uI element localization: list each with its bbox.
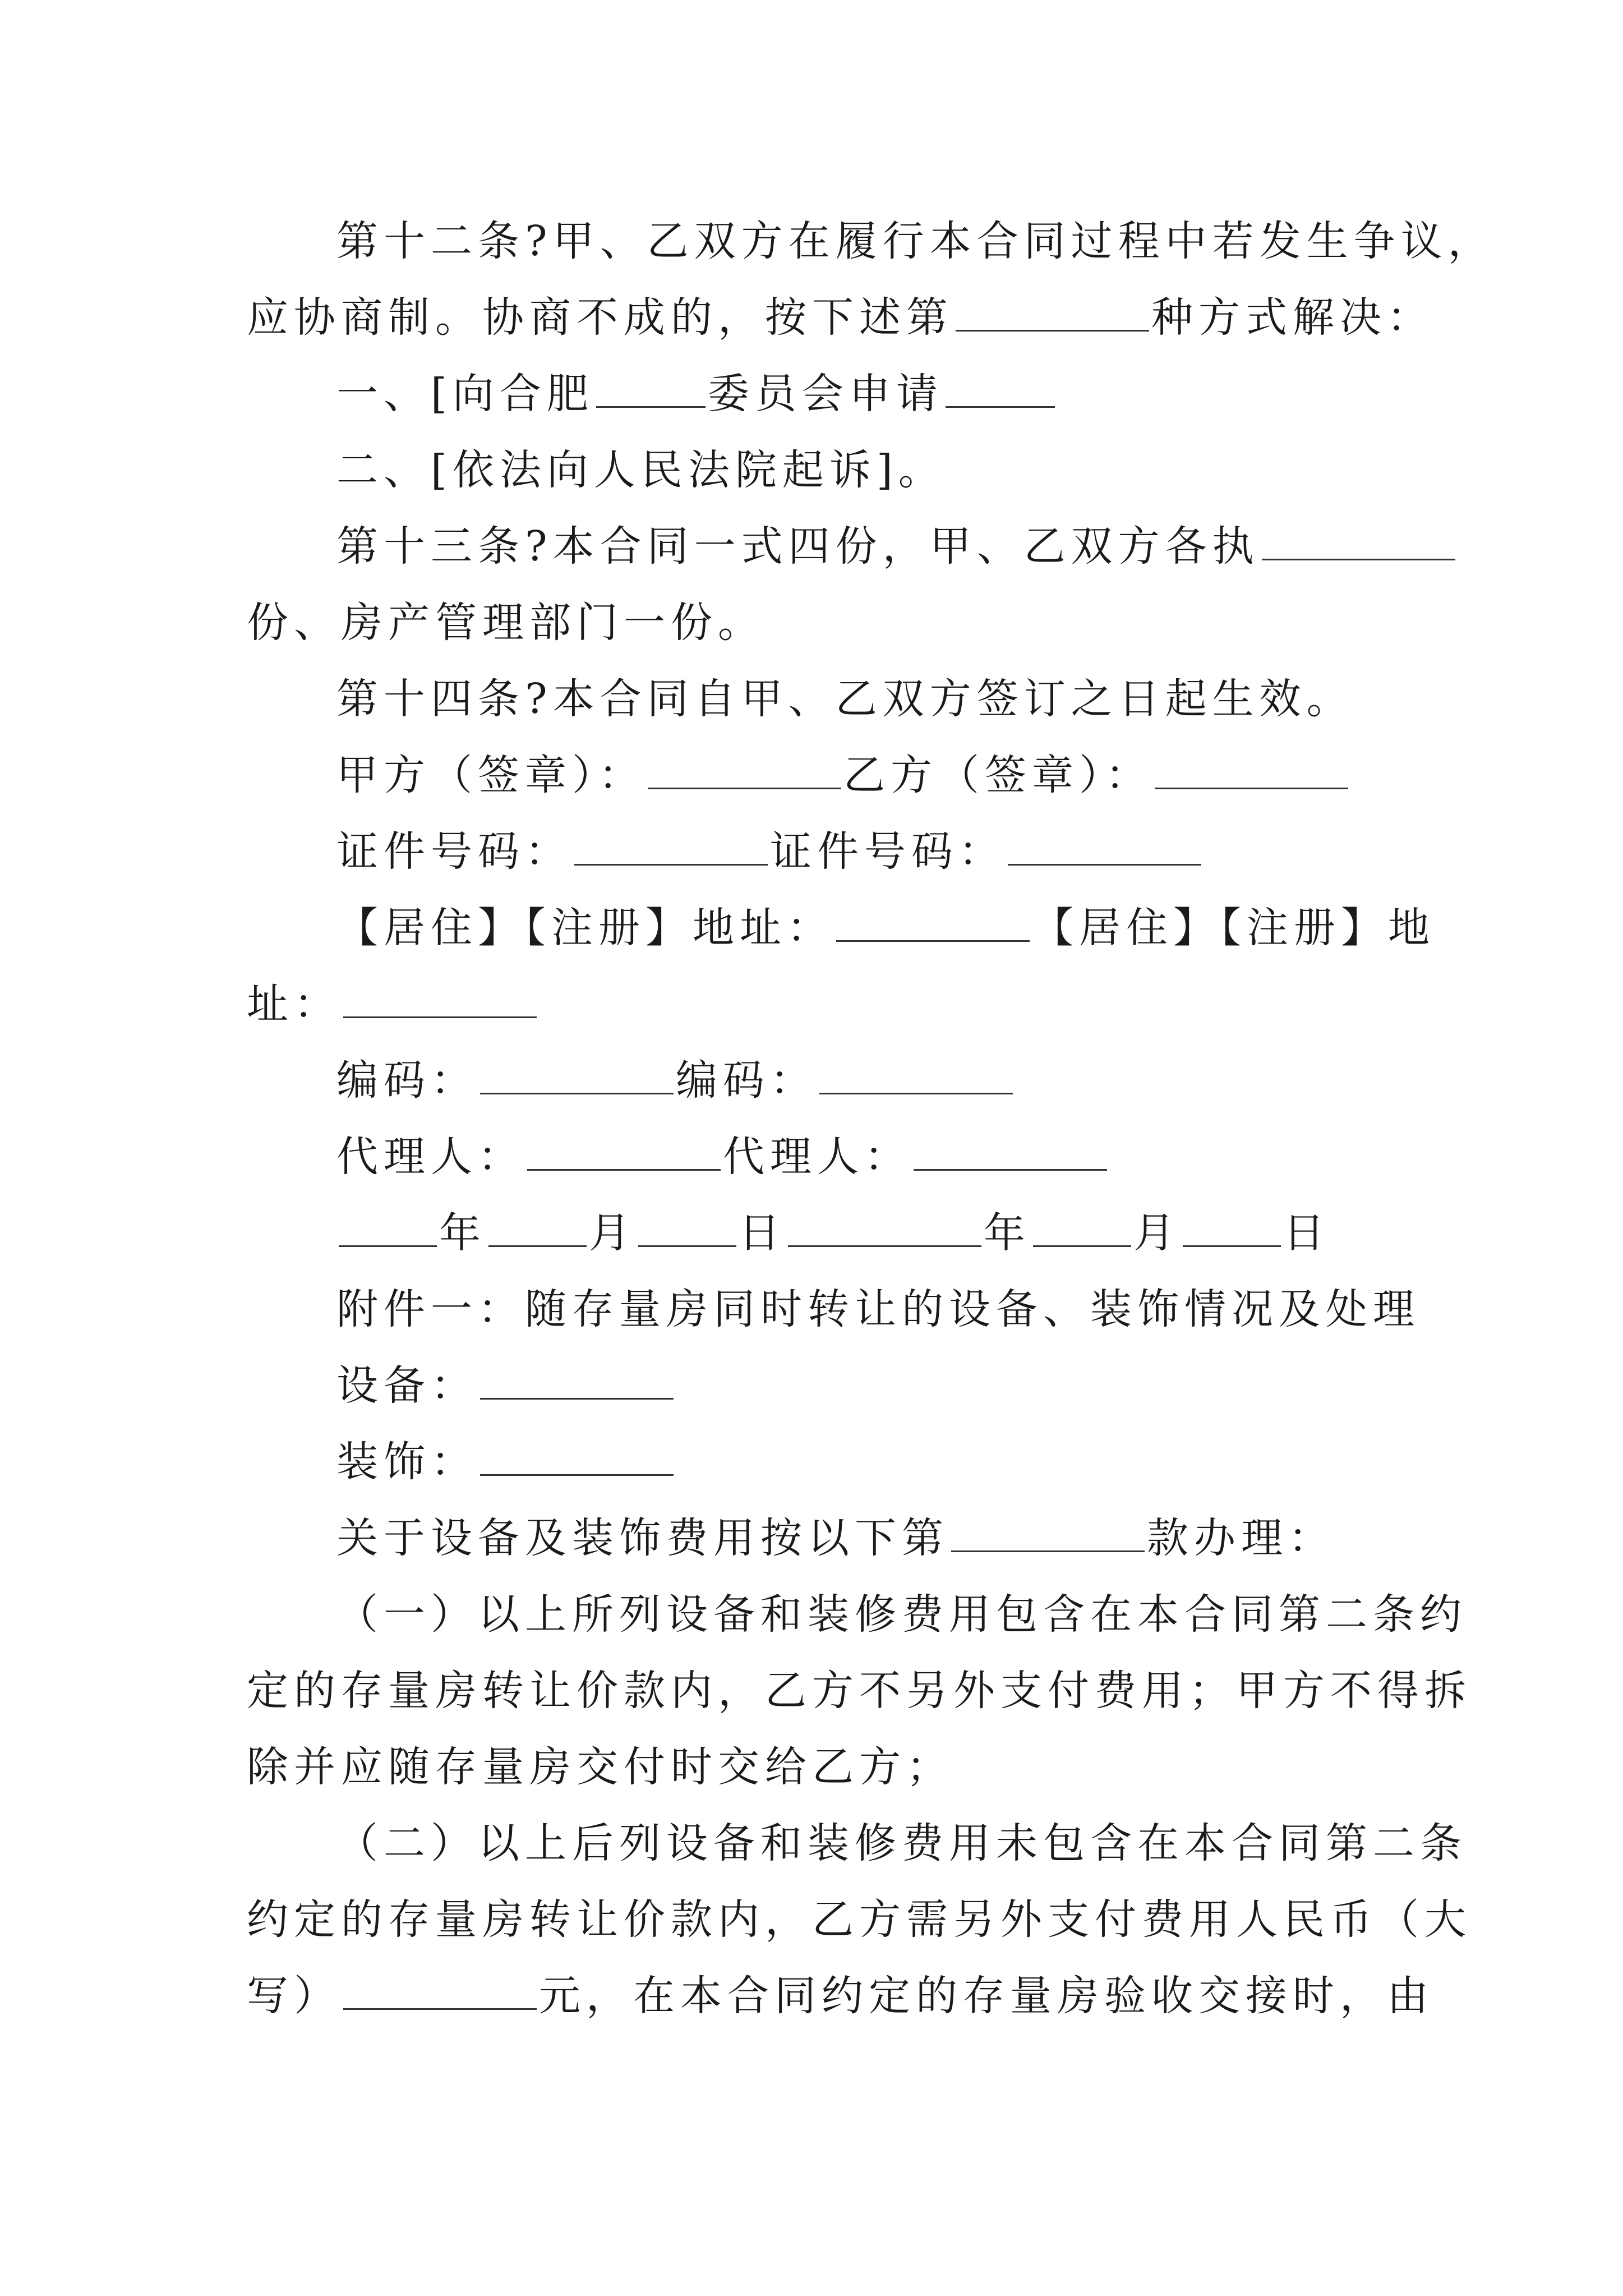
decoration-line <box>336 1434 676 1490</box>
article-14-line <box>336 671 1354 727</box>
text: 代理人： <box>723 1133 911 1181</box>
clause-1-line-3 <box>247 1739 953 1795</box>
id-number-line <box>336 823 1204 880</box>
extra-fee-amount-blank[interactable] <box>343 1973 537 2010</box>
option-1-line <box>336 366 1057 422</box>
text: 证件号码： <box>336 827 572 876</box>
text: 关于设备及装饰费用按以下第 <box>336 1514 949 1562</box>
text: 编码： <box>336 1056 478 1105</box>
text: 元，在本合同约定的存量房验收交接时，由 <box>539 1972 1434 2020</box>
text: 款办理： <box>1147 1514 1335 1562</box>
party-b-month-blank[interactable] <box>1033 1211 1131 1247</box>
text: 乙方（签章）： <box>843 751 1152 799</box>
agent-line <box>336 1129 1109 1185</box>
postcode-line <box>336 1052 1015 1108</box>
party-a-month-blank[interactable] <box>488 1211 587 1247</box>
text: 份、房产管理部门一份。 <box>247 599 765 647</box>
text: 年 <box>984 1209 1031 1257</box>
clause-2-line-2 <box>247 1892 1472 1948</box>
party-a-signature-blank[interactable] <box>648 753 841 789</box>
text: 委员会申请 <box>707 370 943 418</box>
party-b-postcode-blank[interactable] <box>819 1058 1013 1094</box>
text: 【居住】【注册】地址： <box>336 904 834 952</box>
decoration-blank[interactable] <box>480 1439 674 1476</box>
text: 证件号码： <box>770 827 1006 876</box>
clause-2-line-3 <box>247 1968 1434 2024</box>
party-a-day-blank[interactable] <box>638 1211 736 1247</box>
text: 除并应随存量房交付时交给乙方； <box>247 1743 953 1791</box>
text: 【居住】【注册】地 <box>1032 904 1435 952</box>
text: 甲方（签章）： <box>336 751 645 799</box>
party-a-postcode-blank[interactable] <box>480 1058 674 1094</box>
party-b-year-blank[interactable] <box>788 1211 981 1247</box>
party-b-address-blank[interactable] <box>343 982 537 1018</box>
address-line-2 <box>247 976 539 1032</box>
text: 月 <box>1133 1209 1181 1257</box>
article-12-line-1 <box>336 213 1495 269</box>
clause-2-line-1 <box>336 1815 1467 1871</box>
article-13-line-2 <box>247 595 765 651</box>
text: 日 <box>1283 1209 1330 1257</box>
fee-clause-line <box>336 1510 1335 1566</box>
party-b-id-blank[interactable] <box>1008 829 1201 866</box>
equipment-line <box>336 1358 676 1414</box>
text: （一）以上所列设备和装修费用包含在本合同第二条约 <box>336 1590 1467 1639</box>
text: 附件一：随存量房同时转让的设备、装饰情况及处理 <box>336 1285 1420 1333</box>
party-b-day-blank[interactable] <box>1183 1211 1281 1247</box>
party-a-agent-blank[interactable] <box>527 1134 721 1171</box>
party-a-id-blank[interactable] <box>574 829 768 866</box>
text: 第十四条?本合同自甲、乙双方签订之日起生效。 <box>336 675 1354 723</box>
text: （二）以上后列设备和装修费用未包含在本合同第二条 <box>336 1819 1467 1867</box>
text: 定的存量房转让价款内，乙方不另外支付费用；甲方不得拆 <box>247 1667 1472 1715</box>
party-a-address-blank[interactable] <box>836 905 1030 942</box>
text: 装饰： <box>336 1438 478 1486</box>
text: 月 <box>589 1209 636 1257</box>
text: 写） <box>247 1972 341 2020</box>
attachment-heading <box>336 1281 1420 1337</box>
article-12-line-2 <box>247 289 1434 346</box>
text: 址： <box>247 980 341 1028</box>
text: 年 <box>439 1209 486 1257</box>
fee-clause-blank[interactable] <box>951 1516 1145 1552</box>
text: 编码： <box>676 1056 817 1105</box>
arbitration-city-blank[interactable] <box>596 371 706 408</box>
equipment-blank[interactable] <box>480 1363 674 1400</box>
date-line <box>336 1205 1330 1261</box>
clause-1-line-1 <box>336 1586 1467 1642</box>
signature-line <box>336 747 1350 803</box>
text: 第十二条?甲、乙双方在履行本合同过程中若发生争议， <box>336 217 1495 265</box>
dispute-method-blank[interactable] <box>956 295 1149 332</box>
text: 第十三条?本合同一式四份，甲、乙双方各执 <box>336 522 1260 570</box>
option-2-line <box>336 442 946 498</box>
copies-each-blank[interactable] <box>1262 524 1455 560</box>
article-13-line-1 <box>336 518 1458 574</box>
text: 二、[依法向人民法院起诉]。 <box>336 446 946 494</box>
text: 应协商制。协商不成的，按下述第 <box>247 293 953 342</box>
party-a-year-blank[interactable] <box>339 1211 437 1247</box>
text: 一、[向合肥 <box>336 370 594 418</box>
text: 种方式解决： <box>1151 293 1434 342</box>
party-b-agent-blank[interactable] <box>914 1134 1107 1171</box>
text: 日 <box>739 1209 786 1257</box>
arbitration-blank[interactable] <box>946 371 1055 408</box>
text: 约定的存量房转让价款内，乙方需另外支付费用人民币（大 <box>247 1895 1472 1944</box>
text: 设备： <box>336 1361 478 1410</box>
clause-1-line-2 <box>247 1663 1472 1719</box>
party-b-signature-blank[interactable] <box>1155 753 1348 789</box>
address-line-1 <box>336 900 1435 956</box>
text: 代理人： <box>336 1133 525 1181</box>
